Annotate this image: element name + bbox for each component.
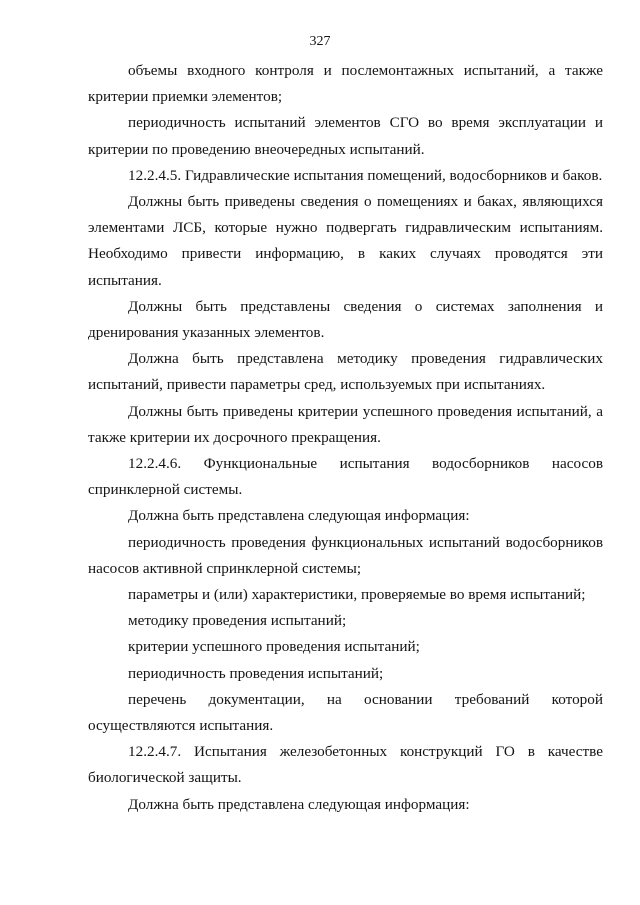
document-body bbox=[88, 58, 603, 818]
section-heading-12-2-4-5: 12.2.4.5. Гидравлические испытания помещений, водосборников и баков. bbox=[128, 166, 603, 184]
paragraph-acceptance-criteria: объемы входного контроля и послемонтажных испытаний, а также критерии приемки элементов; bbox=[88, 62, 603, 106]
page-number: 327 bbox=[309, 34, 331, 49]
section-heading-12-2-4-7: 12.2.4.7. Испытания железобетонных конструкций ГО в качестве биологической защиты. bbox=[88, 743, 603, 787]
list-item-documentation: перечень документации, на основании требований которой осуществляются испытания. bbox=[88, 690, 603, 735]
section-heading-12-2-4-6: 12.2.4.6. Функциональные испытания водосборников насосов спринклерной системы. bbox=[88, 455, 603, 499]
list-item-periodicity-functional: периодичность проведения функциональных испытаний водосборников насосов активной спринклерной системы; bbox=[88, 533, 603, 577]
paragraph-info-required-2: Должна быть представлена следующая информация: bbox=[128, 795, 470, 813]
paragraph-filling-systems: Должны быть представлены сведения о системах заполнения и дренирования указанных элементов. bbox=[88, 297, 603, 342]
paragraph-info-required: Должна быть представлена следующая информация: bbox=[128, 507, 470, 525]
list-item-periodicity: периодичность проведения испытаний; bbox=[128, 664, 384, 682]
list-item-method: методику проведения испытаний; bbox=[128, 612, 347, 630]
list-item-criteria: критерии успешного проведения испытаний; bbox=[128, 638, 420, 656]
paragraph-test-method: Должна быть представлена методику проведения гидравлических испытаний, привести параметры сред, используемых при испытаниях. bbox=[88, 350, 603, 394]
paragraph-rooms-tanks: Должны быть приведены сведения о помещениях и баках, являющихся элементами ЛСБ, которые нужно подвергать гидравлическим испытаниям. Необходимо привести информацию, в каких случаях проводятся эти испытания. bbox=[88, 193, 603, 289]
list-item-parameters: параметры и (или) характеристики, проверяемые во время испытаний; bbox=[128, 586, 586, 604]
paragraph-periodic-tests: периодичность испытаний элементов СГО во время эксплуатации и критерии по проведению внеочередных испытаний. bbox=[88, 114, 603, 158]
paragraph-success-criteria: Должны быть приведены критерии успешного проведения испытаний, а также критерии их досрочного прекращения. bbox=[88, 402, 603, 446]
